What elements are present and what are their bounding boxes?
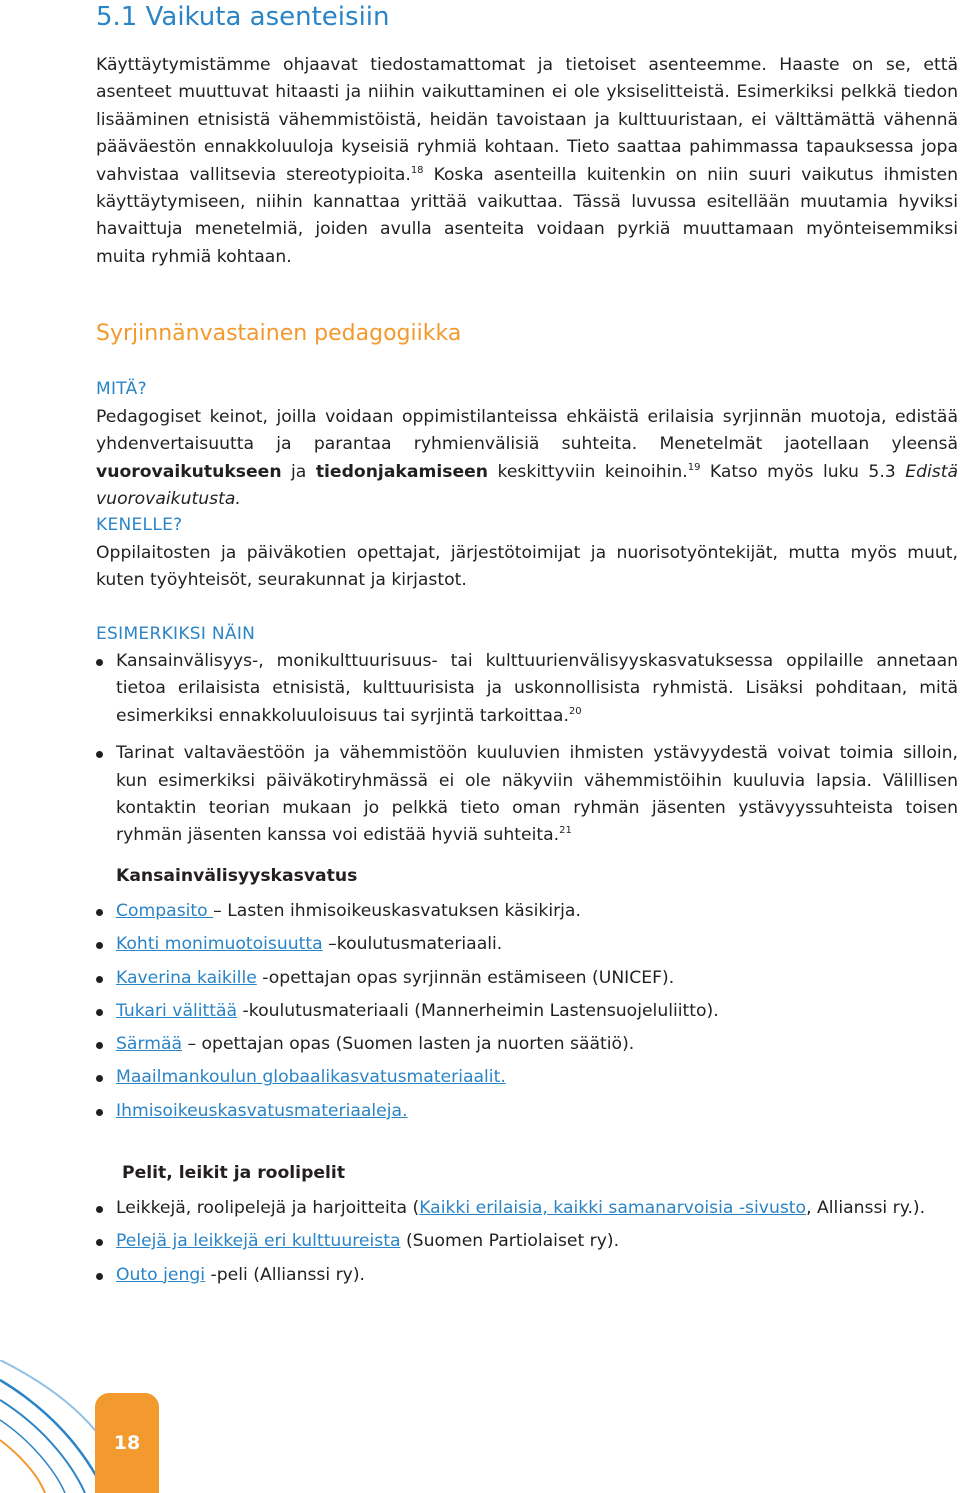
list-item — [96, 740, 958, 850]
link-outo-jengi[interactable]: Outo jengi — [116, 1264, 206, 1285]
what-text-2: ja — [281, 461, 316, 482]
bullet-icon — [96, 1109, 103, 1116]
intro-paragraph — [96, 52, 958, 271]
bullet-icon — [96, 1206, 103, 1213]
example-list — [96, 648, 958, 850]
list-item — [96, 1195, 958, 1228]
games-list — [96, 1195, 958, 1295]
list-item — [96, 1098, 958, 1131]
page-number: 18 — [113, 1432, 141, 1454]
list-item — [96, 1064, 958, 1097]
link-maailmankoulu[interactable]: Maailmankoulun globaalikasvatusmateriaalit. — [116, 1067, 506, 1088]
what-label: MITÄ? — [96, 379, 147, 399]
link-desc: -koulutusmateriaali (Mannerheimin Lastensuojeluliitto). — [237, 1000, 719, 1021]
intro-text-1: Käyttäytymistämme ohjaavat tiedostamattomat ja tietoiset asenteemme. Haaste on se, että asenteet muuttuvat hitaasti ja niihin vaikuttaminen ei ole yksiselitteistä. Esimerkiksi pelkkä tiedon lisääminen etnisistä vähemmistöistä, heidän tavoistaan ja kulttuuristaan, ei välttämättä vähennä pääväestön ennakkoluuloja kyseisiä ryhmiä kohtaan. Tieto saattaa pahimmassa tapauksessa jopa vahvistaa vallitsevia stereotypioita. — [96, 55, 958, 185]
games-heading: Pelit, leikit ja roolipelit — [122, 1163, 346, 1183]
curve-line — [0, 1440, 45, 1493]
link-desc: , Allianssi ry.). — [806, 1198, 926, 1218]
list-item — [96, 648, 958, 730]
link-kaikki-erilaisia[interactable]: Kaikki erilaisia, kaikki samanarvoisia -sivusto — [419, 1198, 807, 1218]
link-desc: – Lasten ihmisoikeuskasvatuksen käsikirja. — [213, 901, 581, 921]
link-prefix: Leikkejä, roolipelejä ja harjoitteita ( — [116, 1198, 420, 1218]
link-compasito[interactable]: Compasito — [116, 901, 214, 921]
link-peleja-ja-leikkeja[interactable]: Pelejä ja leikkejä eri kulttuureista — [116, 1231, 401, 1252]
bullet-icon — [96, 976, 103, 983]
what-text-4: Katso myös luku 5.3 — [700, 461, 906, 482]
footnote-ref-19: 19 — [687, 461, 701, 473]
who-label: KENELLE? — [96, 515, 183, 535]
link-tukari-valittaa[interactable]: Tukari välittää — [116, 1000, 238, 1021]
example-item-text: Kansainvälisyys-, monikulttuurisuus- tai kulttuurienvälisyyskasvatuksessa oppilaille annetaan tietoa erilaisista etnisistä, kulttuurisista ja uskonnollisista ryhmistä. Lisäksi pohditaan, mitä esimerkiksi ennakkoluuloisuus tai syrjintä tarkoittaa. — [116, 651, 958, 726]
list-item — [96, 931, 958, 964]
curve-line — [0, 1400, 85, 1493]
bullet-icon — [96, 751, 103, 758]
footnote-ref-21: 21 — [559, 825, 572, 837]
link-desc: (Suomen Partiolaiset ry). — [400, 1231, 620, 1252]
bullet-icon — [96, 1239, 103, 1246]
example-item-text: Tarinat valtaväestöön ja vähemmistöön kuuluvien ihmisten ystävyydestä voivat toimia silloin, kun esimerkiksi päiväkotiryhmässä ei ole näkyviin vähemmistöihin kuuluvia lapsia. Välillisen kontaktin teorian mukaan jo pelkkä tieto oman ryhmän jäsenten ystävyyssuhteista toisen ryhmän jäsenten kanssa voi edistää hyviä suhteita. — [116, 743, 958, 846]
section-heading: Syrjinnänvastainen pedagogiikka — [96, 321, 462, 346]
link-sarmaa[interactable]: Särmää — [116, 1034, 183, 1055]
link-desc: –koulutusmateriaali. — [322, 934, 503, 955]
bullet-icon — [96, 1009, 103, 1016]
bullet-icon — [96, 1273, 103, 1280]
link-desc: -opettajan opas syrjinnän estämiseen (UNICEF). — [256, 967, 675, 988]
what-bold-2: tiedonjakamiseen — [315, 461, 489, 482]
list-item — [96, 1228, 958, 1261]
bullet-icon — [96, 909, 103, 916]
bullet-icon — [96, 659, 103, 666]
link-kohti-monimuotoisuutta[interactable]: Kohti monimuotoisuutta — [116, 934, 323, 955]
what-paragraph — [96, 404, 958, 514]
kv-list — [96, 898, 958, 1131]
link-ihmisoikeuskasvatus[interactable]: Ihmisoikeuskasvatusmateriaaleja. — [116, 1100, 408, 1121]
list-item — [96, 998, 958, 1031]
list-item — [96, 1031, 958, 1064]
bullet-icon — [96, 1042, 103, 1049]
list-item — [96, 965, 958, 998]
what-text-3: keskittyviin keinoihin. — [488, 461, 688, 482]
link-desc: – opettajan opas (Suomen lasten ja nuorten säätiö). — [182, 1034, 635, 1055]
what-text-1: Pedagogiset keinot, joilla voidaan oppimistilanteissa ehkäistä erilaisia syrjinnän muotoja, edistää yhdenvertaisuutta ja parantaa ryhmienvälisiä suhteita. Menetelmät jaotellaan yleensä — [96, 407, 958, 455]
curve-line — [0, 1380, 105, 1493]
footnote-ref-18: 18 — [410, 164, 424, 176]
bullet-icon — [96, 1075, 103, 1082]
list-item — [96, 1262, 958, 1295]
what-bold-1: vuorovaikutukseen — [96, 461, 282, 482]
curve-line — [0, 1420, 65, 1493]
page-title: 5.1 Vaikuta asenteisiin — [96, 2, 390, 32]
example-label: ESIMERKIKSI NÄIN — [96, 624, 256, 644]
link-kaverina-kaikille[interactable]: Kaverina kaikille — [116, 967, 257, 988]
kv-heading: Kansainvälisyyskasvatus — [116, 866, 358, 886]
footnote-ref-20: 20 — [568, 705, 582, 717]
link-desc: -peli (Allianssi ry). — [205, 1264, 366, 1285]
list-item — [96, 898, 958, 931]
page-number-tab — [95, 1393, 159, 1493]
bullet-icon — [96, 942, 103, 949]
who-paragraph: Oppilaitosten ja päiväkotien opettajat, järjestötoimijat ja nuorisotyöntekijät, mutta myös muut, kuten työyhteisöt, seurakunnat ja kirjastot. — [96, 543, 958, 591]
what-italic: Edistä vuorovaikutusta. — [96, 461, 958, 510]
intro-text-2: Koska asenteilla kuitenkin on niin suuri vaikutus ihmisten käyttäytymiseen, niihin kannattaa yrittää vaikuttaa. Tässä luvussa esitellään muutamia hyviksi havaittuja menetelmiä, joiden avulla asenteita voidaan pyrkiä muuttamaan myönteisemmiksi muita ryhmiä kohtaan. — [96, 164, 958, 267]
